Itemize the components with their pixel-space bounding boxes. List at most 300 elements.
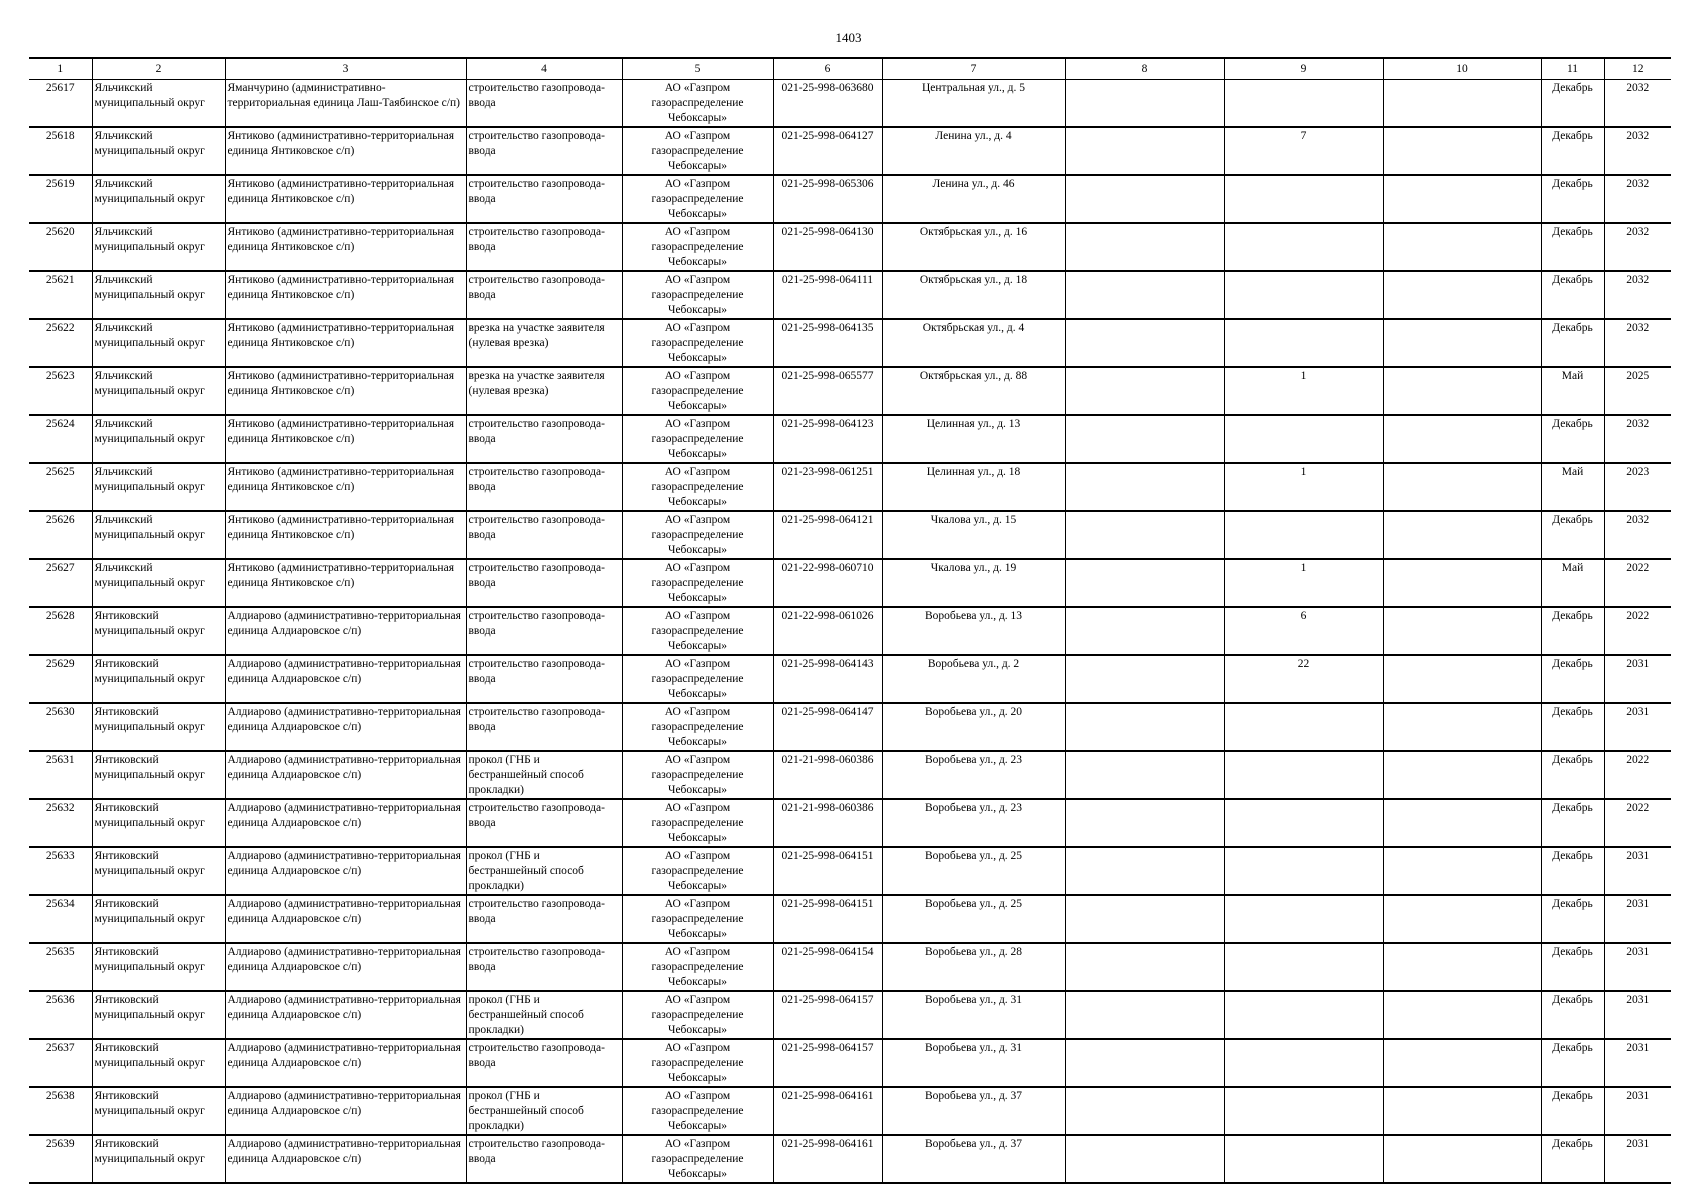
year-cell: 2031 — [1604, 703, 1671, 751]
col9-cell — [1224, 80, 1383, 128]
address-cell: Октябрьская ул., д. 18 — [882, 271, 1065, 319]
row-number: 25633 — [29, 847, 92, 895]
year-cell: 2032 — [1604, 175, 1671, 223]
col9-cell — [1224, 1087, 1383, 1135]
work-type-cell: строительство газопровода-ввода — [466, 415, 622, 463]
table-row — [29, 80, 1671, 128]
col10-cell — [1383, 223, 1541, 271]
work-type-cell: прокол (ГНБ и бестраншейный способ прокладки) — [466, 751, 622, 799]
address-cell: Воробьева ул., д. 37 — [882, 1135, 1065, 1183]
col8-cell — [1065, 943, 1224, 991]
col9-cell: 6 — [1224, 607, 1383, 655]
col9-cell: 7 — [1224, 127, 1383, 175]
district-cell: Яльчикский муниципальный округ — [92, 559, 225, 607]
address-cell: Воробьева ул., д. 28 — [882, 943, 1065, 991]
object-code-cell: 021-25-998-064127 — [773, 127, 882, 175]
month-cell: Май — [1541, 463, 1604, 511]
col10-cell — [1383, 751, 1541, 799]
month-cell: Декабрь — [1541, 751, 1604, 799]
col8-cell — [1065, 367, 1224, 415]
year-cell: 2032 — [1604, 319, 1671, 367]
col10-cell — [1383, 1039, 1541, 1087]
locality-cell: Алдиарово (административно-территориальная единица Алдиаровское с/п) — [225, 751, 466, 799]
organization-cell: АО «Газпром газораспределение Чебоксары» — [622, 655, 773, 703]
organization-cell: АО «Газпром газораспределение Чебоксары» — [622, 511, 773, 559]
year-cell: 2032 — [1604, 223, 1671, 271]
column-header: 6 — [773, 58, 882, 80]
organization-cell: АО «Газпром газораспределение Чебоксары» — [622, 127, 773, 175]
object-code-cell: 021-22-998-060710 — [773, 559, 882, 607]
col9-cell — [1224, 847, 1383, 895]
table-row — [29, 751, 1671, 799]
work-type-cell: строительство газопровода-ввода — [466, 463, 622, 511]
column-header: 9 — [1224, 58, 1383, 80]
object-code-cell: 021-25-998-064130 — [773, 223, 882, 271]
col10-cell — [1383, 943, 1541, 991]
table-row — [29, 175, 1671, 223]
district-cell: Яльчикский муниципальный округ — [92, 271, 225, 319]
district-cell: Янтиковский муниципальный округ — [92, 1087, 225, 1135]
address-cell: Воробьева ул., д. 13 — [882, 607, 1065, 655]
address-cell: Целинная ул., д. 18 — [882, 463, 1065, 511]
col9-cell — [1224, 943, 1383, 991]
district-cell: Яльчикский муниципальный округ — [92, 367, 225, 415]
col8-cell — [1065, 559, 1224, 607]
year-cell: 2022 — [1604, 559, 1671, 607]
year-cell: 2032 — [1604, 271, 1671, 319]
locality-cell: Алдиарово (административно-территориальная единица Алдиаровское с/п) — [225, 799, 466, 847]
row-number: 25639 — [29, 1135, 92, 1183]
month-cell: Декабрь — [1541, 80, 1604, 128]
col9-cell: 1 — [1224, 559, 1383, 607]
object-code-cell: 021-25-998-064157 — [773, 991, 882, 1039]
organization-cell: АО «Газпром газораспределение Чебоксары» — [622, 559, 773, 607]
work-type-cell: строительство газопровода-ввода — [466, 607, 622, 655]
locality-cell: Янтиково (административно-территориальная единица Янтиковское с/п) — [225, 319, 466, 367]
district-cell: Янтиковский муниципальный округ — [92, 943, 225, 991]
table-row — [29, 895, 1671, 943]
address-cell: Ленина ул., д. 4 — [882, 127, 1065, 175]
row-number: 25638 — [29, 1087, 92, 1135]
work-type-cell: прокол (ГНБ и бестраншейный способ прокладки) — [466, 991, 622, 1039]
row-number: 25617 — [29, 80, 92, 128]
locality-cell: Яманчурино (административно-территориальная единица Лаш-Таябинское с/п) — [225, 80, 466, 128]
month-cell: Декабрь — [1541, 1135, 1604, 1183]
month-cell: Декабрь — [1541, 1087, 1604, 1135]
address-cell: Чкалова ул., д. 15 — [882, 511, 1065, 559]
col8-cell — [1065, 415, 1224, 463]
work-type-cell: строительство газопровода-ввода — [466, 943, 622, 991]
column-header: 7 — [882, 58, 1065, 80]
locality-cell: Янтиково (административно-территориальная единица Янтиковское с/п) — [225, 415, 466, 463]
row-number: 25631 — [29, 751, 92, 799]
object-code-cell: 021-21-998-060386 — [773, 799, 882, 847]
col9-cell: 1 — [1224, 463, 1383, 511]
month-cell: Декабрь — [1541, 223, 1604, 271]
column-header: 8 — [1065, 58, 1224, 80]
col9-cell — [1224, 991, 1383, 1039]
year-cell: 2022 — [1604, 751, 1671, 799]
district-cell: Яльчикский муниципальный округ — [92, 223, 225, 271]
district-cell: Яльчикский муниципальный округ — [92, 80, 225, 128]
district-cell: Яльчикский муниципальный округ — [92, 127, 225, 175]
registry-table — [29, 57, 1671, 1184]
col9-cell — [1224, 1135, 1383, 1183]
col10-cell — [1383, 367, 1541, 415]
district-cell: Янтиковский муниципальный округ — [92, 703, 225, 751]
organization-cell: АО «Газпром газораспределение Чебоксары» — [622, 1039, 773, 1087]
month-cell: Декабрь — [1541, 655, 1604, 703]
address-cell: Воробьева ул., д. 25 — [882, 847, 1065, 895]
col10-cell — [1383, 1087, 1541, 1135]
object-code-cell: 021-21-998-060386 — [773, 751, 882, 799]
row-number: 25637 — [29, 1039, 92, 1087]
object-code-cell: 021-25-998-064161 — [773, 1135, 882, 1183]
col8-cell — [1065, 1087, 1224, 1135]
col10-cell — [1383, 271, 1541, 319]
table-row — [29, 1087, 1671, 1135]
organization-cell: АО «Газпром газораспределение Чебоксары» — [622, 1135, 773, 1183]
district-cell: Яльчикский муниципальный округ — [92, 511, 225, 559]
address-cell: Воробьева ул., д. 31 — [882, 1039, 1065, 1087]
column-header: 3 — [225, 58, 466, 80]
year-cell: 2022 — [1604, 607, 1671, 655]
work-type-cell: строительство газопровода-ввода — [466, 175, 622, 223]
col8-cell — [1065, 895, 1224, 943]
address-cell: Воробьева ул., д. 23 — [882, 751, 1065, 799]
col8-cell — [1065, 703, 1224, 751]
month-cell: Декабрь — [1541, 895, 1604, 943]
object-code-cell: 021-25-998-064161 — [773, 1087, 882, 1135]
organization-cell: АО «Газпром газораспределение Чебоксары» — [622, 751, 773, 799]
object-code-cell: 021-25-998-064123 — [773, 415, 882, 463]
work-type-cell: строительство газопровода-ввода — [466, 703, 622, 751]
organization-cell: АО «Газпром газораспределение Чебоксары» — [622, 319, 773, 367]
work-type-cell: врезка на участке заявителя (нулевая врезка) — [466, 367, 622, 415]
year-cell: 2022 — [1604, 799, 1671, 847]
organization-cell: АО «Газпром газораспределение Чебоксары» — [622, 463, 773, 511]
col8-cell — [1065, 799, 1224, 847]
table-row — [29, 943, 1671, 991]
year-cell: 2031 — [1604, 1039, 1671, 1087]
district-cell: Янтиковский муниципальный округ — [92, 895, 225, 943]
work-type-cell: строительство газопровода-ввода — [466, 80, 622, 128]
address-cell: Воробьева ул., д. 37 — [882, 1087, 1065, 1135]
col10-cell — [1383, 895, 1541, 943]
district-cell: Янтиковский муниципальный округ — [92, 607, 225, 655]
locality-cell: Алдиарово (административно-территориальная единица Алдиаровское с/п) — [225, 895, 466, 943]
address-cell: Ленина ул., д. 46 — [882, 175, 1065, 223]
month-cell: Май — [1541, 367, 1604, 415]
work-type-cell: строительство газопровода-ввода — [466, 655, 622, 703]
table-row — [29, 319, 1671, 367]
district-cell: Янтиковский муниципальный округ — [92, 655, 225, 703]
organization-cell: АО «Газпром газораспределение Чебоксары» — [622, 367, 773, 415]
year-cell: 2031 — [1604, 655, 1671, 703]
row-number: 25626 — [29, 511, 92, 559]
locality-cell: Алдиарово (административно-территориальная единица Алдиаровское с/п) — [225, 607, 466, 655]
object-code-cell: 021-25-998-064147 — [773, 703, 882, 751]
month-cell: Декабрь — [1541, 511, 1604, 559]
locality-cell: Алдиарово (административно-территориальная единица Алдиаровское с/п) — [225, 943, 466, 991]
address-cell: Октябрьская ул., д. 16 — [882, 223, 1065, 271]
district-cell: Яльчикский муниципальный округ — [92, 319, 225, 367]
locality-cell: Алдиарово (административно-территориальная единица Алдиаровское с/п) — [225, 991, 466, 1039]
col10-cell — [1383, 799, 1541, 847]
year-cell: 2032 — [1604, 80, 1671, 128]
locality-cell: Янтиково (административно-территориальная единица Янтиковское с/п) — [225, 367, 466, 415]
district-cell: Янтиковский муниципальный округ — [92, 1135, 225, 1183]
year-cell: 2031 — [1604, 1087, 1671, 1135]
row-number: 25623 — [29, 367, 92, 415]
work-type-cell: строительство газопровода-ввода — [466, 895, 622, 943]
table-row — [29, 799, 1671, 847]
col8-cell — [1065, 80, 1224, 128]
locality-cell: Алдиарово (административно-территориальная единица Алдиаровское с/п) — [225, 655, 466, 703]
table-row — [29, 655, 1671, 703]
object-code-cell: 021-23-998-061251 — [773, 463, 882, 511]
work-type-cell: строительство газопровода-ввода — [466, 559, 622, 607]
col8-cell — [1065, 1039, 1224, 1087]
locality-cell: Алдиарово (административно-территориальная единица Алдиаровское с/п) — [225, 1087, 466, 1135]
object-code-cell: 021-25-998-064121 — [773, 511, 882, 559]
year-cell: 2023 — [1604, 463, 1671, 511]
col8-cell — [1065, 655, 1224, 703]
col9-cell — [1224, 799, 1383, 847]
month-cell: Декабрь — [1541, 799, 1604, 847]
object-code-cell: 021-25-998-064151 — [773, 895, 882, 943]
table-row — [29, 607, 1671, 655]
col8-cell — [1065, 511, 1224, 559]
col8-cell — [1065, 127, 1224, 175]
month-cell: Декабрь — [1541, 415, 1604, 463]
column-header: 11 — [1541, 58, 1604, 80]
organization-cell: АО «Газпром газораспределение Чебоксары» — [622, 895, 773, 943]
col8-cell — [1065, 607, 1224, 655]
year-cell: 2032 — [1604, 127, 1671, 175]
locality-cell: Янтиково (административно-территориальная единица Янтиковское с/п) — [225, 271, 466, 319]
col10-cell — [1383, 607, 1541, 655]
table-row — [29, 703, 1671, 751]
page-number: 1403 — [835, 30, 862, 45]
col8-cell — [1065, 223, 1224, 271]
work-type-cell: строительство газопровода-ввода — [466, 223, 622, 271]
row-number: 25635 — [29, 943, 92, 991]
header-row — [29, 58, 1671, 80]
object-code-cell: 021-25-998-065577 — [773, 367, 882, 415]
row-number: 25636 — [29, 991, 92, 1039]
month-cell: Декабрь — [1541, 1039, 1604, 1087]
address-cell: Воробьева ул., д. 20 — [882, 703, 1065, 751]
organization-cell: АО «Газпром газораспределение Чебоксары» — [622, 991, 773, 1039]
col10-cell — [1383, 511, 1541, 559]
col8-cell — [1065, 991, 1224, 1039]
work-type-cell: прокол (ГНБ и бестраншейный способ прокладки) — [466, 1087, 622, 1135]
district-cell: Янтиковский муниципальный округ — [92, 751, 225, 799]
locality-cell: Янтиково (административно-территориальная единица Янтиковское с/п) — [225, 175, 466, 223]
locality-cell: Алдиарово (административно-территориальная единица Алдиаровское с/п) — [225, 1039, 466, 1087]
column-header: 12 — [1604, 58, 1671, 80]
table-row — [29, 271, 1671, 319]
locality-cell: Янтиково (административно-территориальная единица Янтиковское с/п) — [225, 223, 466, 271]
table-row — [29, 223, 1671, 271]
table-row — [29, 847, 1671, 895]
district-cell: Яльчикский муниципальный округ — [92, 415, 225, 463]
year-cell: 2032 — [1604, 511, 1671, 559]
work-type-cell: строительство газопровода-ввода — [466, 1039, 622, 1087]
month-cell: Май — [1541, 559, 1604, 607]
object-code-cell: 021-25-998-064143 — [773, 655, 882, 703]
row-number: 25627 — [29, 559, 92, 607]
col9-cell — [1224, 175, 1383, 223]
locality-cell: Янтиково (административно-территориальная единица Янтиковское с/п) — [225, 463, 466, 511]
row-number: 25624 — [29, 415, 92, 463]
row-number: 25622 — [29, 319, 92, 367]
month-cell: Декабрь — [1541, 943, 1604, 991]
col9-cell — [1224, 415, 1383, 463]
work-type-cell: прокол (ГНБ и бестраншейный способ прокладки) — [466, 847, 622, 895]
organization-cell: АО «Газпром газораспределение Чебоксары» — [622, 799, 773, 847]
col10-cell — [1383, 559, 1541, 607]
address-cell: Воробьева ул., д. 31 — [882, 991, 1065, 1039]
district-cell: Яльчикский муниципальный округ — [92, 175, 225, 223]
locality-cell: Алдиарово (административно-территориальная единица Алдиаровское с/п) — [225, 703, 466, 751]
year-cell: 2031 — [1604, 847, 1671, 895]
col10-cell — [1383, 319, 1541, 367]
month-cell: Декабрь — [1541, 319, 1604, 367]
table-row — [29, 991, 1671, 1039]
locality-cell: Алдиарово (административно-территориальная единица Алдиаровское с/п) — [225, 847, 466, 895]
col9-cell — [1224, 223, 1383, 271]
col8-cell — [1065, 1135, 1224, 1183]
col10-cell — [1383, 847, 1541, 895]
table-row — [29, 367, 1671, 415]
organization-cell: АО «Газпром газораспределение Чебоксары» — [622, 415, 773, 463]
table-header — [29, 58, 1671, 80]
month-cell: Декабрь — [1541, 127, 1604, 175]
object-code-cell: 021-25-998-064157 — [773, 1039, 882, 1087]
row-number: 25634 — [29, 895, 92, 943]
row-number: 25625 — [29, 463, 92, 511]
col8-cell — [1065, 271, 1224, 319]
col10-cell — [1383, 463, 1541, 511]
col10-cell — [1383, 1135, 1541, 1183]
col10-cell — [1383, 991, 1541, 1039]
organization-cell: АО «Газпром газораспределение Чебоксары» — [622, 607, 773, 655]
address-cell: Центральная ул., д. 5 — [882, 80, 1065, 128]
district-cell: Янтиковский муниципальный округ — [92, 991, 225, 1039]
address-cell: Воробьева ул., д. 25 — [882, 895, 1065, 943]
row-number: 25630 — [29, 703, 92, 751]
col9-cell — [1224, 319, 1383, 367]
work-type-cell: строительство газопровода-ввода — [466, 511, 622, 559]
organization-cell: АО «Газпром газораспределение Чебоксары» — [622, 80, 773, 128]
address-cell: Воробьева ул., д. 23 — [882, 799, 1065, 847]
row-number: 25619 — [29, 175, 92, 223]
month-cell: Декабрь — [1541, 271, 1604, 319]
row-number: 25629 — [29, 655, 92, 703]
table-body — [29, 80, 1671, 1184]
month-cell: Декабрь — [1541, 847, 1604, 895]
address-cell: Октябрьская ул., д. 4 — [882, 319, 1065, 367]
table-row — [29, 463, 1671, 511]
column-header: 10 — [1383, 58, 1541, 80]
year-cell: 2031 — [1604, 1135, 1671, 1183]
year-cell: 2032 — [1604, 415, 1671, 463]
work-type-cell: врезка на участке заявителя (нулевая врезка) — [466, 319, 622, 367]
district-cell: Янтиковский муниципальный округ — [92, 1039, 225, 1087]
col9-cell — [1224, 895, 1383, 943]
address-cell: Чкалова ул., д. 19 — [882, 559, 1065, 607]
col10-cell — [1383, 127, 1541, 175]
column-header: 5 — [622, 58, 773, 80]
row-number: 25618 — [29, 127, 92, 175]
col9-cell — [1224, 1039, 1383, 1087]
organization-cell: АО «Газпром газораспределение Чебоксары» — [622, 271, 773, 319]
organization-cell: АО «Газпром газораспределение Чебоксары» — [622, 847, 773, 895]
table-row — [29, 1039, 1671, 1087]
work-type-cell: строительство газопровода-ввода — [466, 799, 622, 847]
column-header: 4 — [466, 58, 622, 80]
organization-cell: АО «Газпром газораспределение Чебоксары» — [622, 223, 773, 271]
district-cell: Янтиковский муниципальный округ — [92, 847, 225, 895]
month-cell: Декабрь — [1541, 991, 1604, 1039]
district-cell: Янтиковский муниципальный округ — [92, 799, 225, 847]
organization-cell: АО «Газпром газораспределение Чебоксары» — [622, 943, 773, 991]
month-cell: Декабрь — [1541, 703, 1604, 751]
work-type-cell: строительство газопровода-ввода — [466, 127, 622, 175]
col8-cell — [1065, 847, 1224, 895]
locality-cell: Янтиково (административно-территориальная единица Янтиковское с/п) — [225, 127, 466, 175]
object-code-cell: 021-25-998-064151 — [773, 847, 882, 895]
month-cell: Декабрь — [1541, 607, 1604, 655]
col10-cell — [1383, 175, 1541, 223]
table-row — [29, 415, 1671, 463]
table-row — [29, 127, 1671, 175]
address-cell: Целинная ул., д. 13 — [882, 415, 1065, 463]
col9-cell: 1 — [1224, 367, 1383, 415]
col8-cell — [1065, 751, 1224, 799]
organization-cell: АО «Газпром газораспределение Чебоксары» — [622, 703, 773, 751]
col10-cell — [1383, 703, 1541, 751]
district-cell: Яльчикский муниципальный округ — [92, 463, 225, 511]
table-row — [29, 1135, 1671, 1183]
object-code-cell: 021-25-998-065306 — [773, 175, 882, 223]
organization-cell: АО «Газпром газораспределение Чебоксары» — [622, 175, 773, 223]
work-type-cell: строительство газопровода-ввода — [466, 271, 622, 319]
col10-cell — [1383, 415, 1541, 463]
column-header: 2 — [92, 58, 225, 80]
col9-cell — [1224, 751, 1383, 799]
work-type-cell: строительство газопровода-ввода — [466, 1135, 622, 1183]
row-number: 25628 — [29, 607, 92, 655]
address-cell: Воробьева ул., д. 2 — [882, 655, 1065, 703]
object-code-cell: 021-25-998-064154 — [773, 943, 882, 991]
year-cell: 2031 — [1604, 991, 1671, 1039]
col8-cell — [1065, 319, 1224, 367]
year-cell: 2031 — [1604, 895, 1671, 943]
col10-cell — [1383, 80, 1541, 128]
object-code-cell: 021-25-998-064111 — [773, 271, 882, 319]
col10-cell — [1383, 655, 1541, 703]
object-code-cell: 021-25-998-064135 — [773, 319, 882, 367]
col8-cell — [1065, 175, 1224, 223]
object-code-cell: 021-22-998-061026 — [773, 607, 882, 655]
col9-cell — [1224, 511, 1383, 559]
month-cell: Декабрь — [1541, 175, 1604, 223]
organization-cell: АО «Газпром газораспределение Чебоксары» — [622, 1087, 773, 1135]
locality-cell: Янтиково (административно-территориальная единица Янтиковское с/п) — [225, 511, 466, 559]
